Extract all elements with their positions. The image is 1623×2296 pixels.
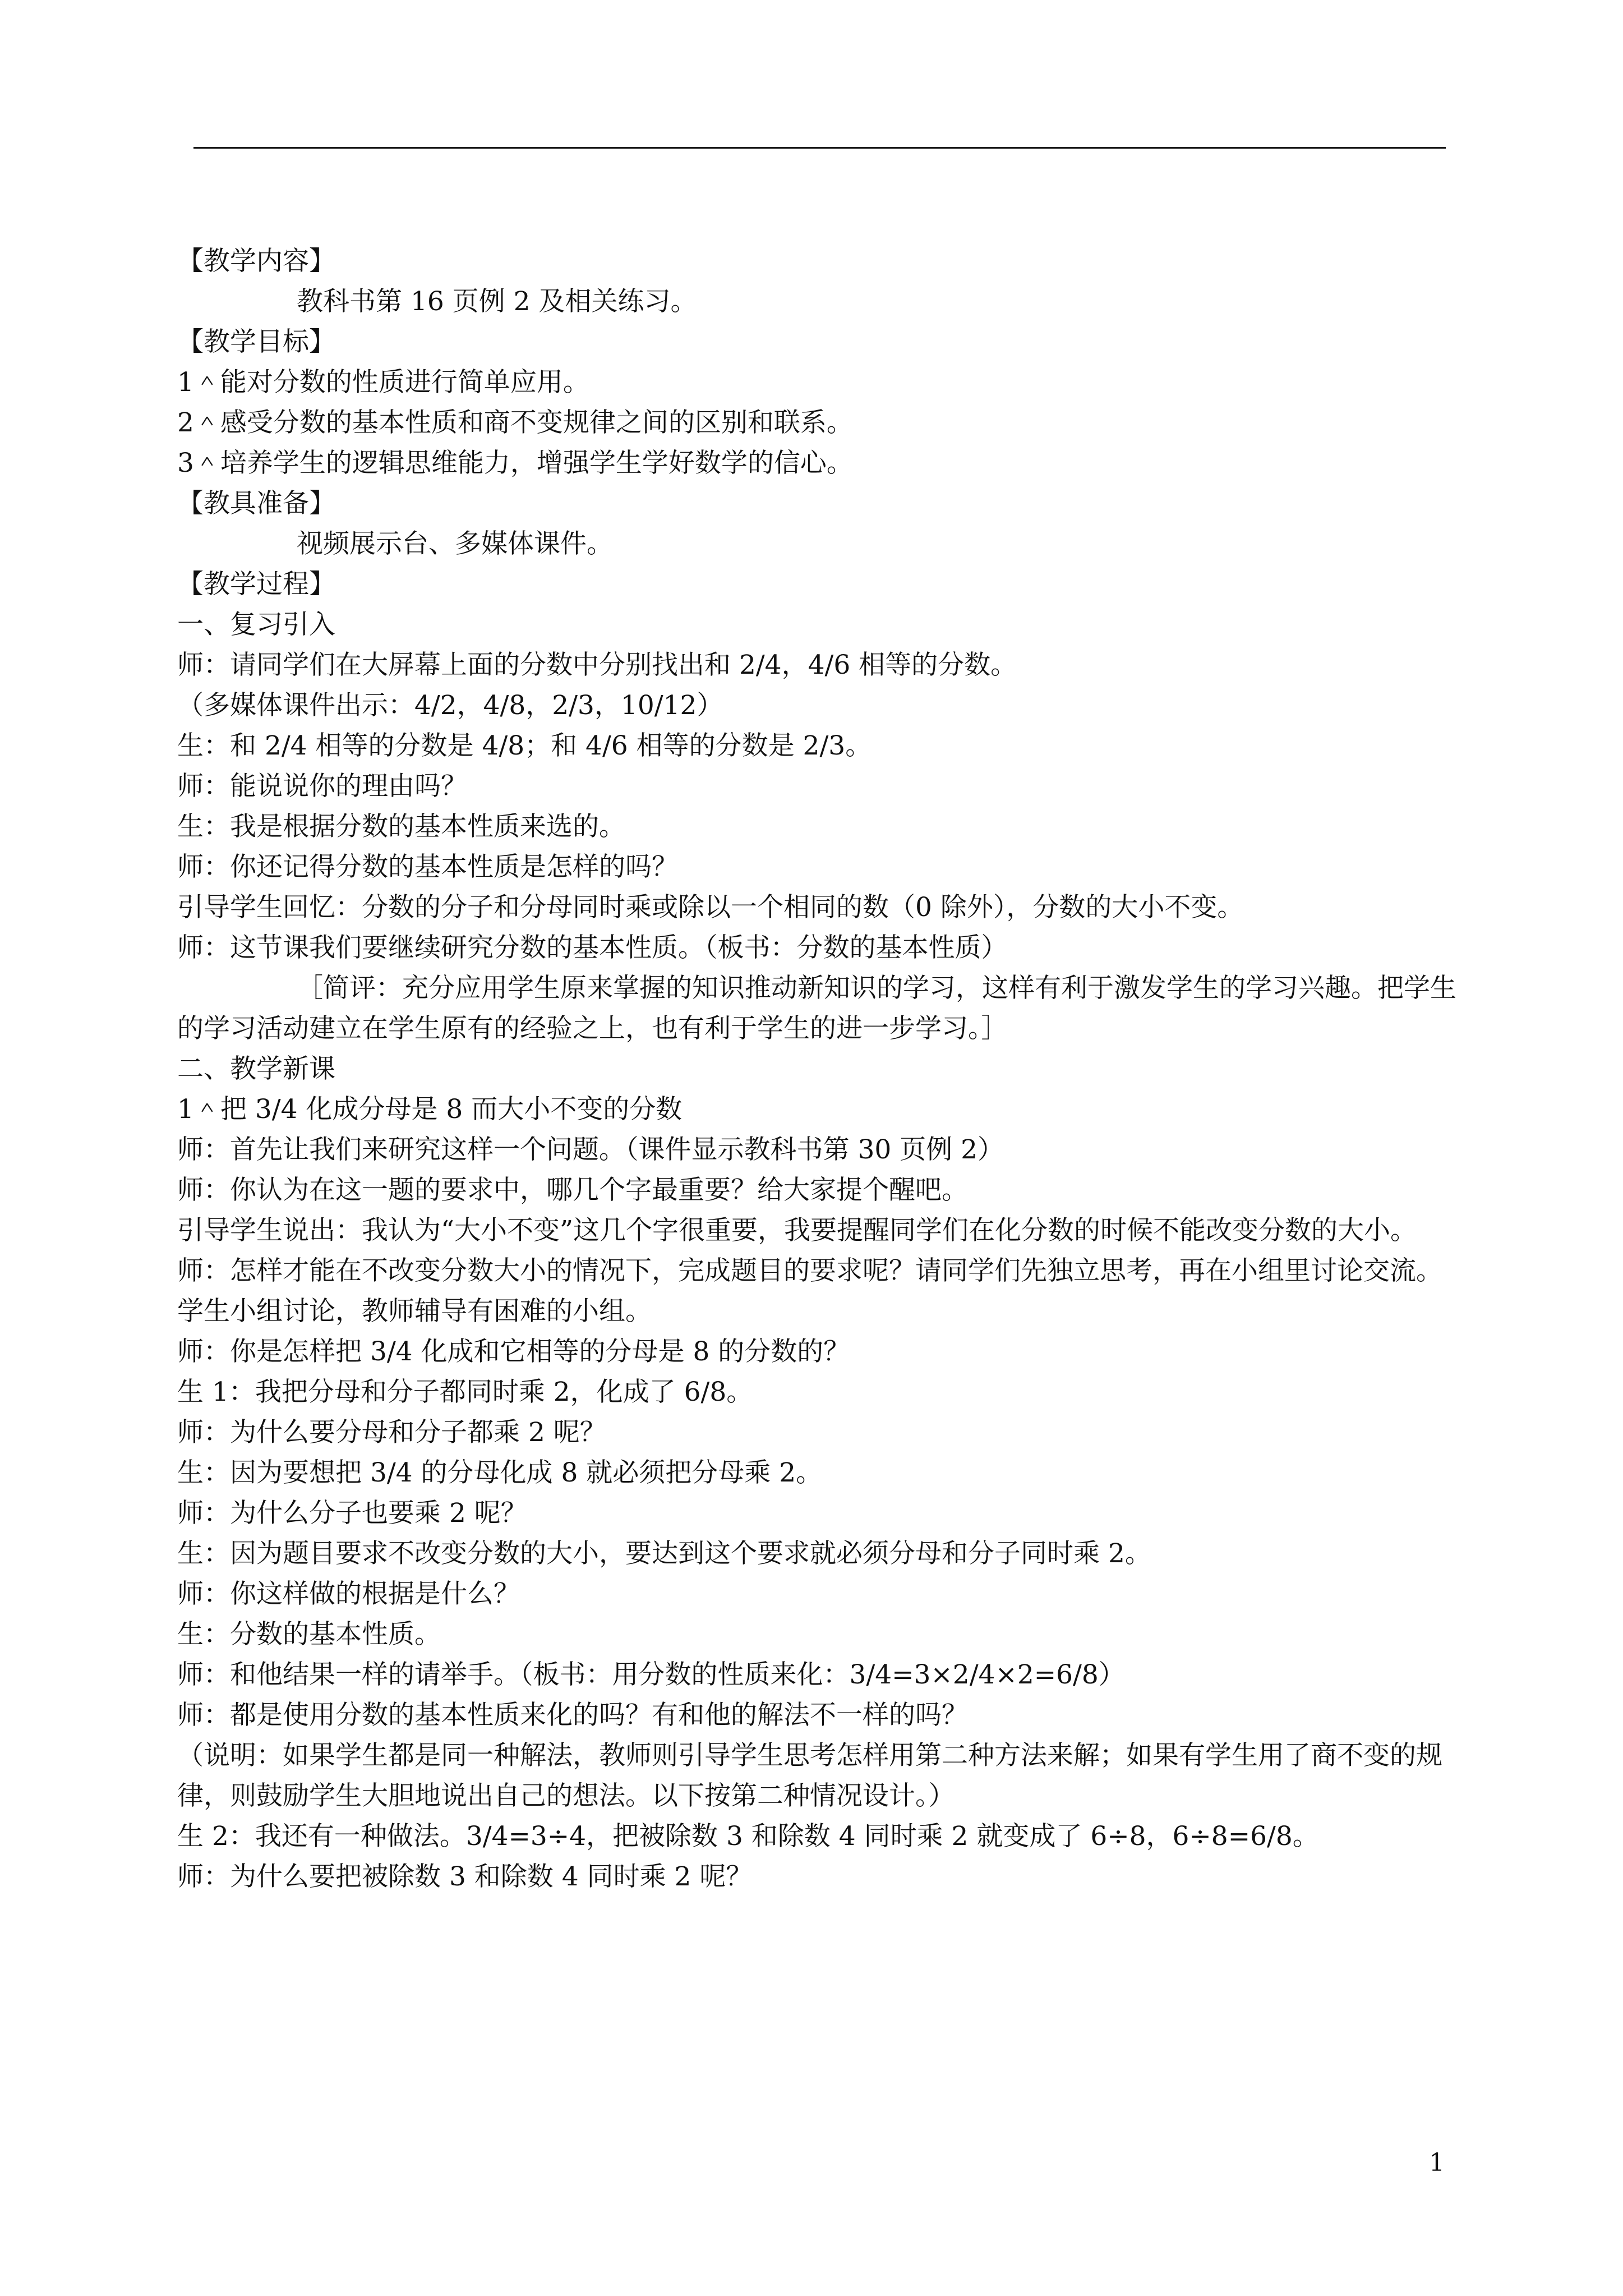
section-heading-process: 【教学过程】 (177, 569, 335, 600)
dialogue-line: 1＾把 3/4 化成分母是 8 而大小不变的分数 (177, 1094, 683, 1125)
subsection-heading: 一、复习引入 (177, 609, 335, 640)
page-number: 1 (1429, 2148, 1445, 2177)
paragraph: 教科书第 16 页例 2 及相关练习。 (297, 286, 697, 317)
dialogue-line: 师：怎样才能在不改变分数大小的情况下，完成题目的要求呢？请同学们先独立思考，再在小组里讨论交流。 (177, 1255, 1442, 1286)
dialogue-line: （多媒体课件出示：4/2，4/8，2/3，10/12） (177, 690, 723, 721)
dialogue-line: 引导学生说出：我认为“大小不变”这几个字很重要，我要提醒同学们在化分数的时候不能改变分数的大小。 (177, 1215, 1417, 1246)
dialogue-line: 师：请同学们在大屏幕上面的分数中分别找出和 2/4，4/6 相等的分数。 (177, 650, 1017, 680)
dialogue-line: 生 1：我把分母和分子都同时乘 2，化成了 6/8。 (177, 1377, 753, 1407)
dialogue-line: 生：因为要想把 3/4 的分母化成 8 就必须把分母乘 2。 (177, 1457, 823, 1488)
dialogue-line: 师：你是怎样把 3/4 化成和它相等的分母是 8 的分数的？ (177, 1336, 850, 1367)
subsection-heading: 二、教学新课 (177, 1053, 335, 1084)
section-heading-content: 【教学内容】 (177, 246, 335, 277)
dialogue-line: 师：这节课我们要继续研究分数的基本性质。（板书：分数的基本性质） (177, 932, 1008, 963)
dialogue-line: 师：为什么分子也要乘 2 呢？ (177, 1498, 527, 1529)
document-body (177, 241, 1461, 1897)
dialogue-line: 生 2：我还有一种做法。3/4=3÷4，把被除数 3 和除数 4 同时乘 2 就变成了 6÷8，6÷8=6/8。 (177, 1821, 1319, 1852)
commentary-paragraph: ［简评：充分应用学生原来掌握的知识推动新知识的学习，这样有利于激发学生的学习兴趣。把学生的学习活动建立在学生原有的经验之上，也有利于学生的进一步学习。］ (177, 973, 1456, 1044)
note-paragraph: （说明：如果学生都是同一种解法，教师则引导学生思考怎样用第二种方法来解；如果有学生用了商不变的规律，则鼓励学生大胆地说出自己的想法。以下按第二种情况设计。） (177, 1740, 1442, 1811)
dialogue-line: 师：你这样做的根据是什么？ (177, 1579, 520, 1609)
dialogue-line: 生：我是根据分数的基本性质来选的。 (177, 811, 625, 842)
header-rule (193, 147, 1446, 149)
dialogue-line: 生：因为题目要求不改变分数的大小，要达到这个要求就必须分母和分子同时乘 2。 (177, 1538, 1151, 1569)
dialogue-line: 生：和 2/4 相等的分数是 4/8；和 4/6 相等的分数是 2/3。 (177, 730, 872, 761)
dialogue-line: 师：首先让我们来研究这样一个问题。（课件显示教科书第 30 页例 2） (177, 1134, 1004, 1165)
dialogue-line: 师：你认为在这一题的要求中，哪几个字最重要？给大家提个醒吧。 (177, 1175, 968, 1205)
dialogue-line: 师：都是使用分数的基本性质来化的吗？有和他的解法不一样的吗？ (177, 1700, 968, 1731)
dialogue-line: 师：你还记得分数的基本性质是怎样的吗？ (177, 852, 678, 882)
dialogue-line: 引导学生回忆：分数的分子和分母同时乘或除以一个相同的数（0 除外），分数的大小不变。 (177, 892, 1244, 923)
dialogue-line: 师：和他结果一样的请举手。（板书：用分数的性质来化：3/4=3×2/4×2=6/8） (177, 1659, 1125, 1690)
paragraph: 视频展示台、多媒体课件。 (297, 528, 613, 559)
dialogue-line: 学生小组讨论，教师辅导有困难的小组。 (177, 1296, 652, 1327)
dialogue-line: 师：为什么要分母和分子都乘 2 呢？ (177, 1417, 606, 1448)
section-heading-objectives: 【教学目标】 (177, 326, 335, 357)
objective-item: 3＾培养学生的逻辑思维能力，增强学生学好数学的信心。 (177, 448, 853, 478)
objective-item: 2＾感受分数的基本性质和商不变规律之间的区别和联系。 (177, 407, 853, 438)
dialogue-line: 生：分数的基本性质。 (177, 1619, 441, 1650)
dialogue-line: 师：能说说你的理由吗？ (177, 771, 467, 802)
dialogue-line: 师：为什么要把被除数 3 和除数 4 同时乘 2 呢？ (177, 1861, 753, 1892)
objective-item: 1＾能对分数的性质进行简单应用。 (177, 367, 589, 398)
section-heading-materials: 【教具准备】 (177, 488, 335, 519)
